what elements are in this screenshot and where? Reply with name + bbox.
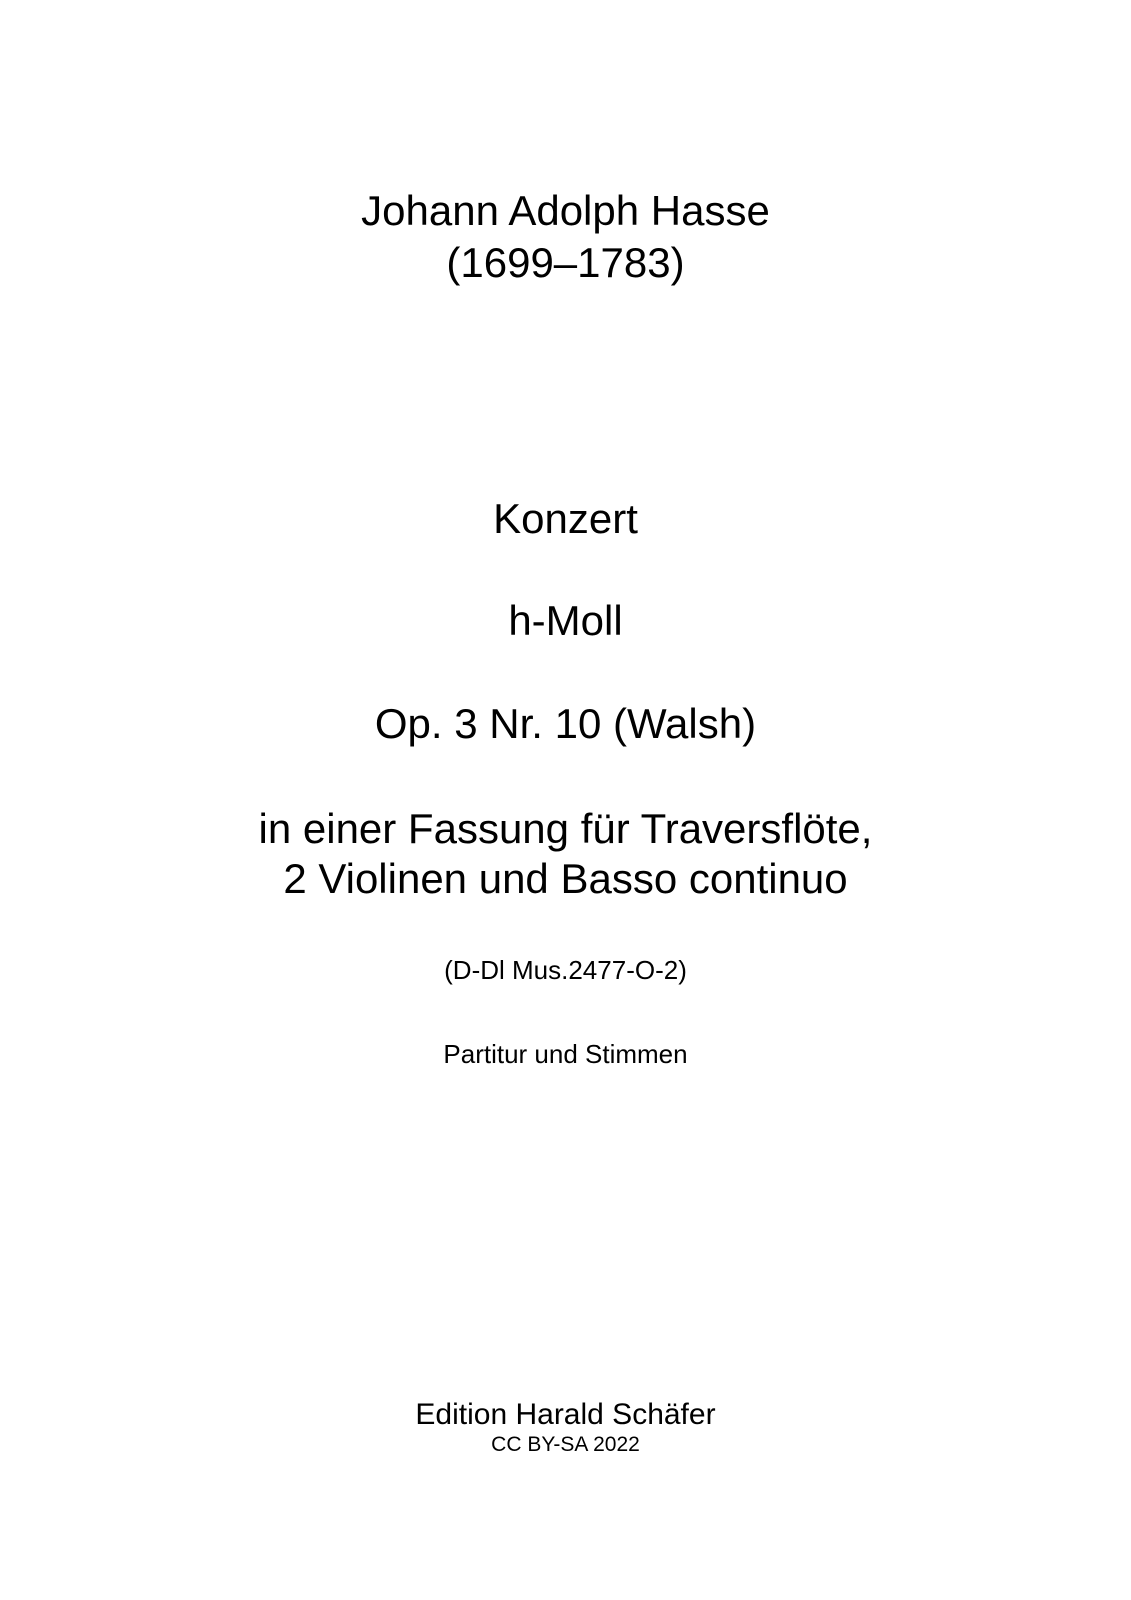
work-genre: Konzert [493,495,638,542]
source-siglum: (D-Dl Mus.2477-O-2) [444,955,687,985]
composer-name: Johann Adolph Hasse [361,187,770,234]
license: CC BY-SA 2022 [491,1433,640,1456]
work-opus: Op. 3 Nr. 10 (Walsh) [374,700,757,747]
scoring-line-2: 2 Violinen und Basso continuo [283,855,848,902]
publisher-name: Edition Harald Schäfer [415,1398,716,1431]
edition-contents: Partitur und Stimmen [443,1039,688,1069]
composer-dates: (1699–1783) [446,239,685,286]
scoring-line-1: in einer Fassung für Traversflöte, [258,805,873,852]
work-key: h-Moll [508,597,623,644]
